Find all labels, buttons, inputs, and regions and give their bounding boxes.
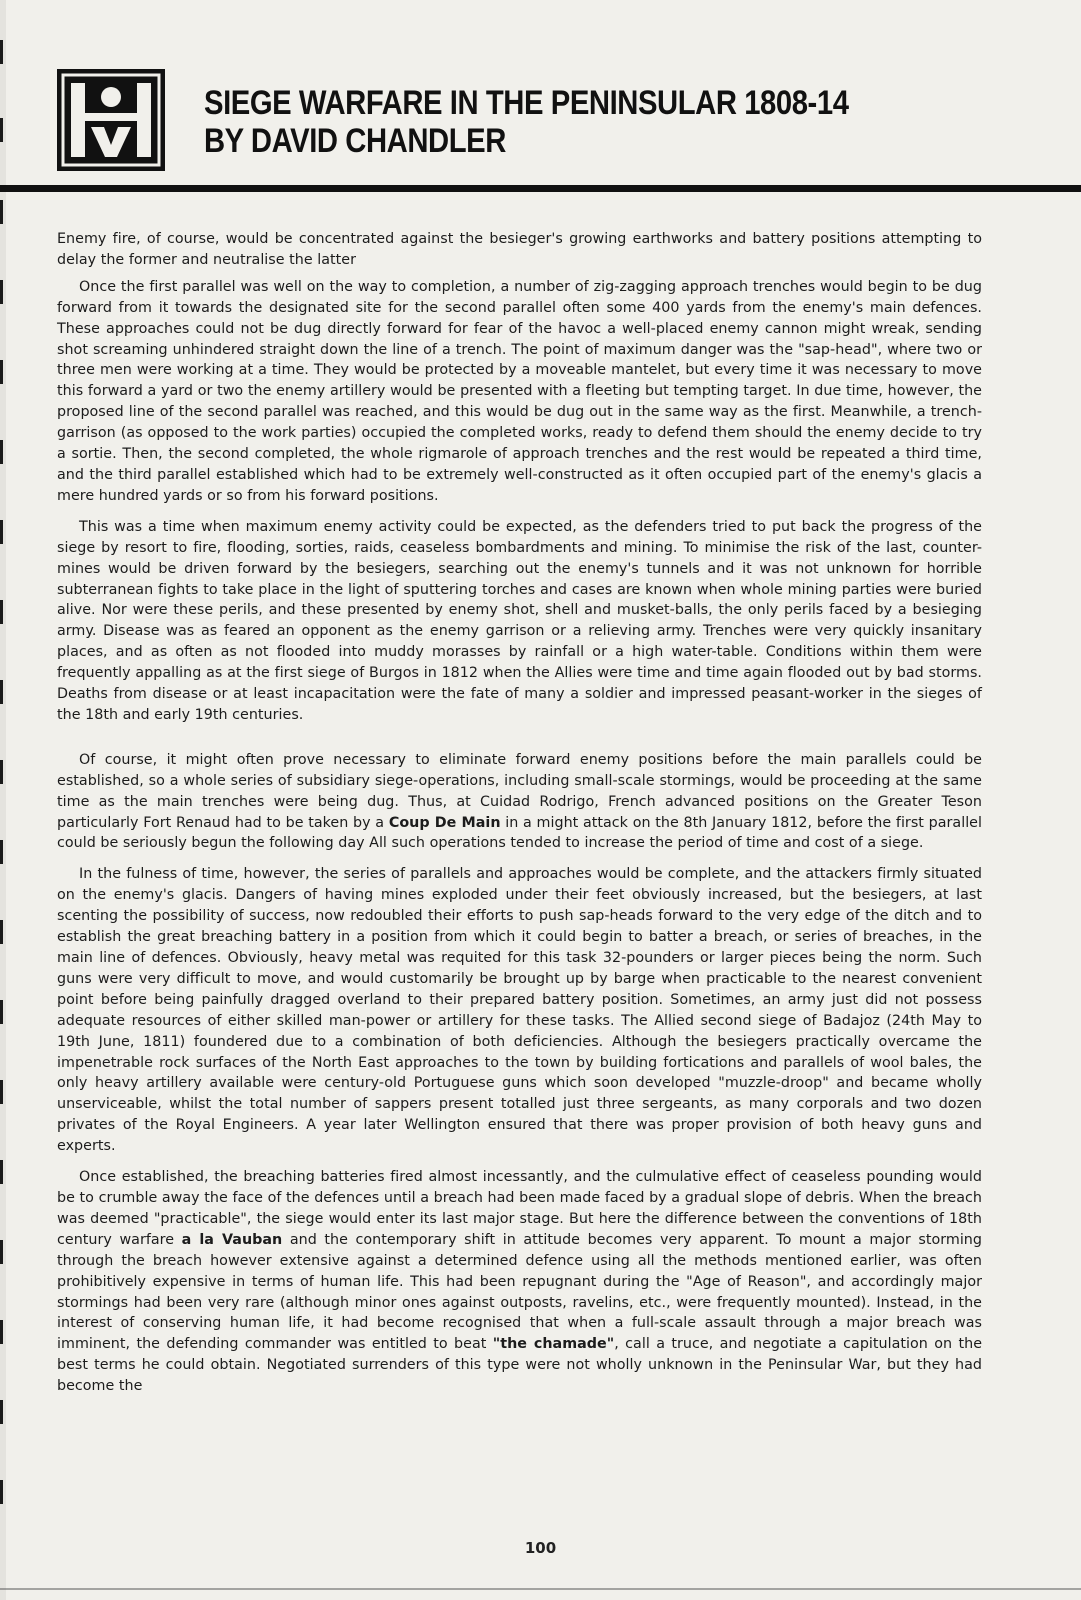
- emphasis: "the chamade": [492, 1336, 615, 1353]
- paragraph: [57, 1167, 982, 1397]
- page-edge: [0, 1588, 1081, 1590]
- binding-hole: [0, 1080, 3, 1104]
- paragraph: This was a time when maximum enemy activity could be expected, as the defenders tried to put back the progress of the siege by resort to fire, flooding, sorties, raids, ceaseless bombardments and mining. To minimise the risk of the last, counter-mines would be driven forward by the besiegers, searching out the enemy's tunnels and it was not unknown for horrible subterranean fights to take place in the light of sputtering torches and cases are known when whole mining parties were buried alive. Nor were these perils, and these presented by enemy shot, shell and musket-balls, the only perils faced by a besieging army. Disease was as feared an opponent as the enemy garrison or a relieving army. Trenches were very quickly insanitary places, and as often as not flooded into muddy morasses by rainfall or a high water-table. Conditions within them were frequently appalling as at the first siege of Burgos in 1812 when the Allies were time and time again flooded out by bad storms. Deaths from disease or at least incapacitation were the fate of many a soldier and impressed peasant-worker in the sieges of the 18th and early 19th centuries.: [57, 518, 982, 723]
- binding-hole: [0, 1400, 3, 1424]
- paragraph: Once the first parallel was well on the way to completion, a number of zig-zagging approach trenches would begin to be dug forward from it towards the designated site for the second parallel often some 400 yards from the enemy's main defences. These approaches could not be dug directly forward for fear of the havoc a well-placed enemy cannon might wreak, sending shot screaming unhindered straight down the line of a trench. The point of maximum danger was the "sap-head", where two or three men were working at a time. They would be protected by a moveable mantelet, but every time it was necessary to move this forward a yard or two the enemy artillery would be presented with a fleeting but tempting target. In due time, however, the proposed line of the second parallel was reached, and this would be dug out in the same way as the first. Meanwhile, a trench-garrison (as opposed to the work parties) occupied the completed works, ready to defend them should the enemy decide to try a sortie. Then, the second completed, the whole rigmarole of approach trenches and the rest would be repeated a third time, and the third parallel established which had to be extremely well-constructed as it often occupied part of the enemy's glacis a mere hundred yards or so from his forward positions.: [57, 278, 982, 504]
- text-run: , call a truce, and negotiate a capitulation on the best terms he could obtain. Negotiated surrenders of this type were not wholly unknown in the Peninsular War, but they had become the: [57, 1336, 983, 1395]
- binding-hole: [0, 200, 3, 224]
- binding-hole: [0, 520, 3, 544]
- binding-hole: [0, 1160, 3, 1184]
- text-run: Once established, the breaching batteries fired almost incessantly, and the culmulative effect of ceaseless pounding would be to crumble away the face of the defences until a breach had been made faced by a gradual slope of debris. When the breach was deemed "practicable", the siege would enter its last major stage. But here the difference between the conventions of 18th century warfare: [57, 1169, 982, 1248]
- binding-hole: [0, 1000, 3, 1024]
- paragraph: [57, 750, 982, 855]
- binding-edge: [0, 0, 6, 1600]
- article-title: [204, 84, 849, 160]
- binding-hole: [0, 680, 3, 704]
- emphasis: a la Vauban: [181, 1231, 283, 1248]
- page-number: 100: [524, 1539, 557, 1557]
- binding-hole: [0, 1320, 3, 1344]
- binding-hole: [0, 118, 3, 142]
- binding-hole: [0, 280, 3, 304]
- text-run: in a might attack on the 8th January 1812, before the first parallel could be seriously begun the following day All such operations tended to increase the period of time and cost of a siege.: [57, 814, 982, 852]
- paragraph: Enemy fire, of course, would be concentrated against the besieger's growing earthworks and battery positions attempting to delay the former and neutralise the latter: [57, 231, 982, 268]
- binding-hole: [0, 1240, 3, 1264]
- binding-hole: [0, 1480, 3, 1504]
- text-run: Of course, it might often prove necessary to eliminate forward enemy positions before the main parallels could be established, so a whole series of subsidiary siege-operations, including small-scale stormings, would be proceeding at the same time as the main trenches were being dug. Thus, at Cuidad Rodrigo, French advanced positions on the Greater Teson particularly Fort Renaud had to be taken by a: [57, 751, 982, 831]
- binding-hole: [0, 440, 3, 464]
- emphasis: Coup De Main: [388, 814, 501, 831]
- binding-hole: [0, 600, 3, 624]
- text-run: and the contemporary shift in attitude becomes very apparent. To mount a major storming through the breach however extensive against a determined defence using all the methods mentioned earlier, was often prohibitively expensive in terms of human life. This had been repugnant during the "Age of Reason", and accordingly major stormings had been very rare (although minor ones against outposts, ravelins, etc., were frequently mounted). Instead, in the interest of conserving human life, it had become recognised that when a full-scale assault through a major breach was imminent, the defending commander was entitled to beat: [57, 1231, 982, 1353]
- binding-hole: [0, 840, 3, 864]
- binding-hole: [0, 360, 3, 384]
- hv-monogram-icon: [57, 69, 165, 171]
- header-rule: [0, 185, 1081, 192]
- title-line-2: BY DAVID CHANDLER: [204, 122, 506, 160]
- binding-hole: [0, 40, 3, 64]
- paragraph: In the fulness of time, however, the series of parallels and approaches would be complete, and the attackers firmly situated on the enemy's glacis. Dangers of having mines exploded under their feet obviously increased, but the besiegers, at last scenting the possibility of success, now redoubled their efforts to push sap-heads forward to the very edge of the ditch and to establish the great breaching battery in a position from which it could begin to batter a breach, or series of breaches, in the main line of defences. Obviously, heavy metal was requited for this task 32-pounders or larger pieces being the norm. Such guns were very difficult to move, and would customarily be brought up by barge when practicable to the nearest convenient point before being painfully dragged overland to their prepared battery position. Sometimes, an army just did not possess adequate resources of either skilled man-power or artillery for these tasks. The Allied second siege of Badajoz (24th May to 19th June, 1811) foundered due to a combination of both deficiencies. Although the besiegers practically overcame the impenetrable rock surfaces of the North East approaches to the town by building fortications and parallels of wool bales, the only heavy artillery available were century-old Portuguese guns which soon developed "muzzle-droop" and became wholly unserviceable, whilst the total number of sappers present totalled just three sergeants, as many corporals and two dozen privates of the Royal Engineers. A year later Wellington ensured that there was proper provision of both heavy guns and experts.: [57, 866, 982, 1155]
- title-line-1: SIEGE WARFARE IN THE PENINSULAR 1808-14: [204, 84, 849, 122]
- binding-hole: [0, 920, 3, 944]
- article-body: [57, 229, 982, 1407]
- binding-hole: [0, 760, 3, 784]
